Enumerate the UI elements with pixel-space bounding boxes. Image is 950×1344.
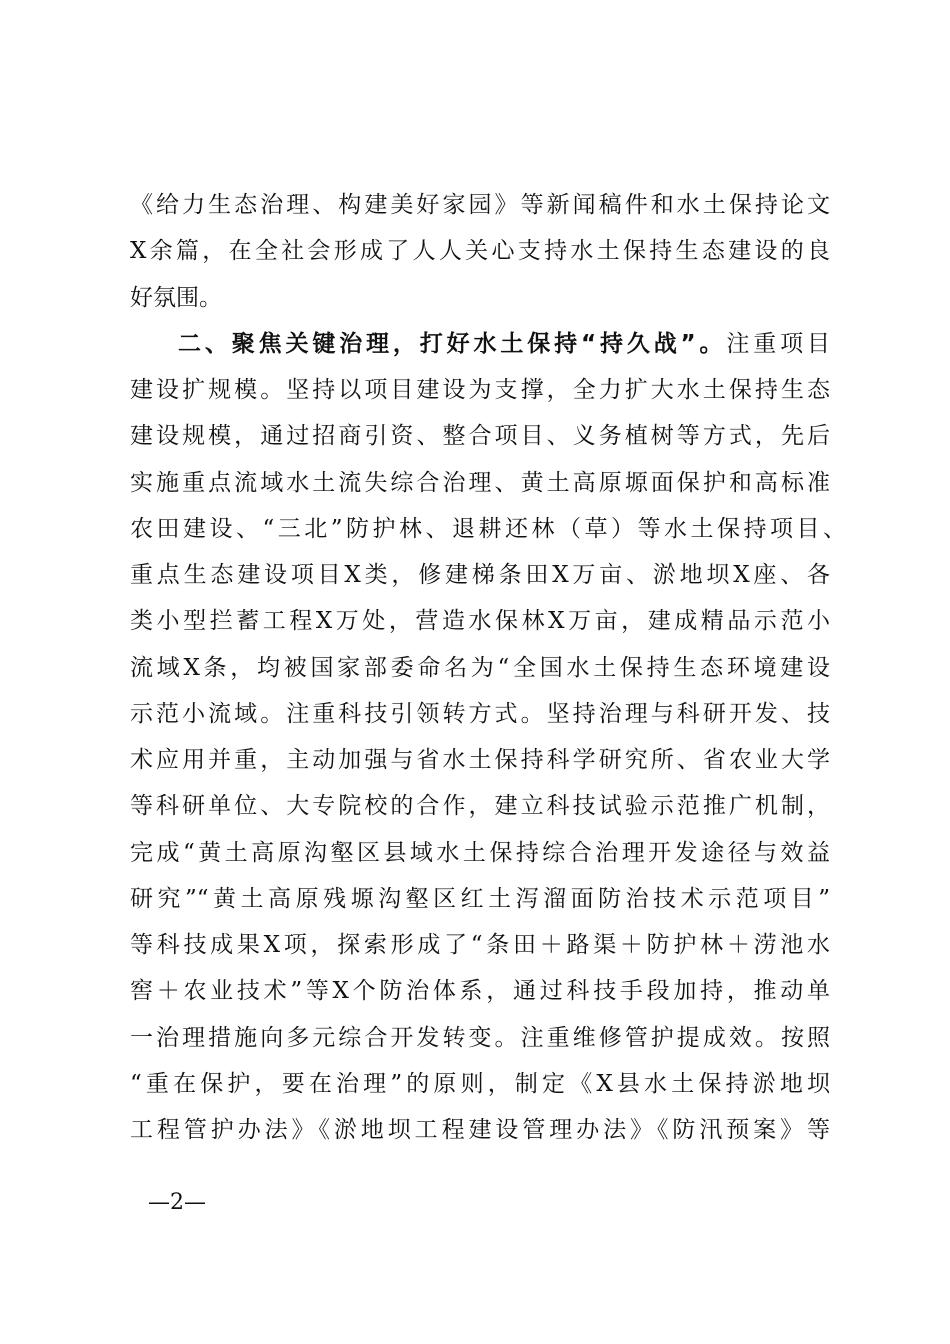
text-line: 建设规模，通过招商引资、整合项目、义务植树等方式，先后: [130, 423, 830, 450]
text-line: 好氛围。: [130, 284, 222, 311]
text-line: 研究”“黄土高原残塬沟壑区红土泻溜面防治技术示范项目”: [130, 885, 830, 912]
text-line: “重在保护，要在治理”的原则，制定《X县水土保持淤地坝: [130, 1070, 830, 1097]
text-line: 示范小流域。注重科技引领转方式。坚持治理与科研开发、技: [130, 700, 830, 727]
text-line: 等科技成果X项，探索形成了“条田＋路渠＋防护林＋涝池水: [130, 932, 830, 958]
text-line: 类小型拦蓄工程X万处，营造水保林X万亩，建成精品示范小: [130, 608, 830, 635]
text-line: 《给力生态治理、构建美好家园》等新闻稿件和水土保持论文: [130, 192, 830, 218]
text-line: 完成“黄土高原沟壑区县域水土保持综合治理开发途径与效益: [130, 839, 830, 866]
text-line: 等科研单位、大专院校的合作，建立科技试验示范推广机制，: [130, 793, 830, 820]
text-line: 重点生态建设项目X类，修建梯条田X万亩、淤地坝X座、各: [130, 562, 830, 588]
text-line: 农田建设、“三北”防护林、退耕还林（草）等水土保持项目、: [130, 515, 846, 542]
text-segment: 注重项目: [726, 330, 831, 357]
text-line: 实施重点流域水土流失综合治理、黄土高原塬面保护和高标准: [130, 469, 830, 496]
text-line: 工程管护办法》《淤地坝工程建设管理办法》《防汛预案》等: [130, 1117, 830, 1143]
text-line: 术应用并重，主动加强与省水土保持科学研究所、省农业大学: [130, 747, 830, 773]
section-heading-line: [130, 321, 830, 367]
text-line: X余篇，在全社会形成了人人关心支持水土保持生态建设的良: [130, 238, 830, 265]
text-line: 建设扩规模。坚持以项目建设为支撑，全力扩大水土保持生态: [130, 377, 830, 403]
text-line: 窖＋农业技术”等X个防治体系，通过科技手段加持，推动单: [130, 978, 830, 1005]
text-line: 流域X条，均被国家部委命名为“全国水土保持生态环境建设: [130, 654, 830, 681]
text-line: 一治理措施向多元综合开发转变。注重维修管护提成效。按照: [130, 1024, 830, 1051]
page-number: —2—: [148, 1190, 206, 1215]
section-heading: 二、聚焦关键治理，打好水土保持“持久战”。: [178, 330, 727, 357]
document-body: [130, 182, 846, 1153]
